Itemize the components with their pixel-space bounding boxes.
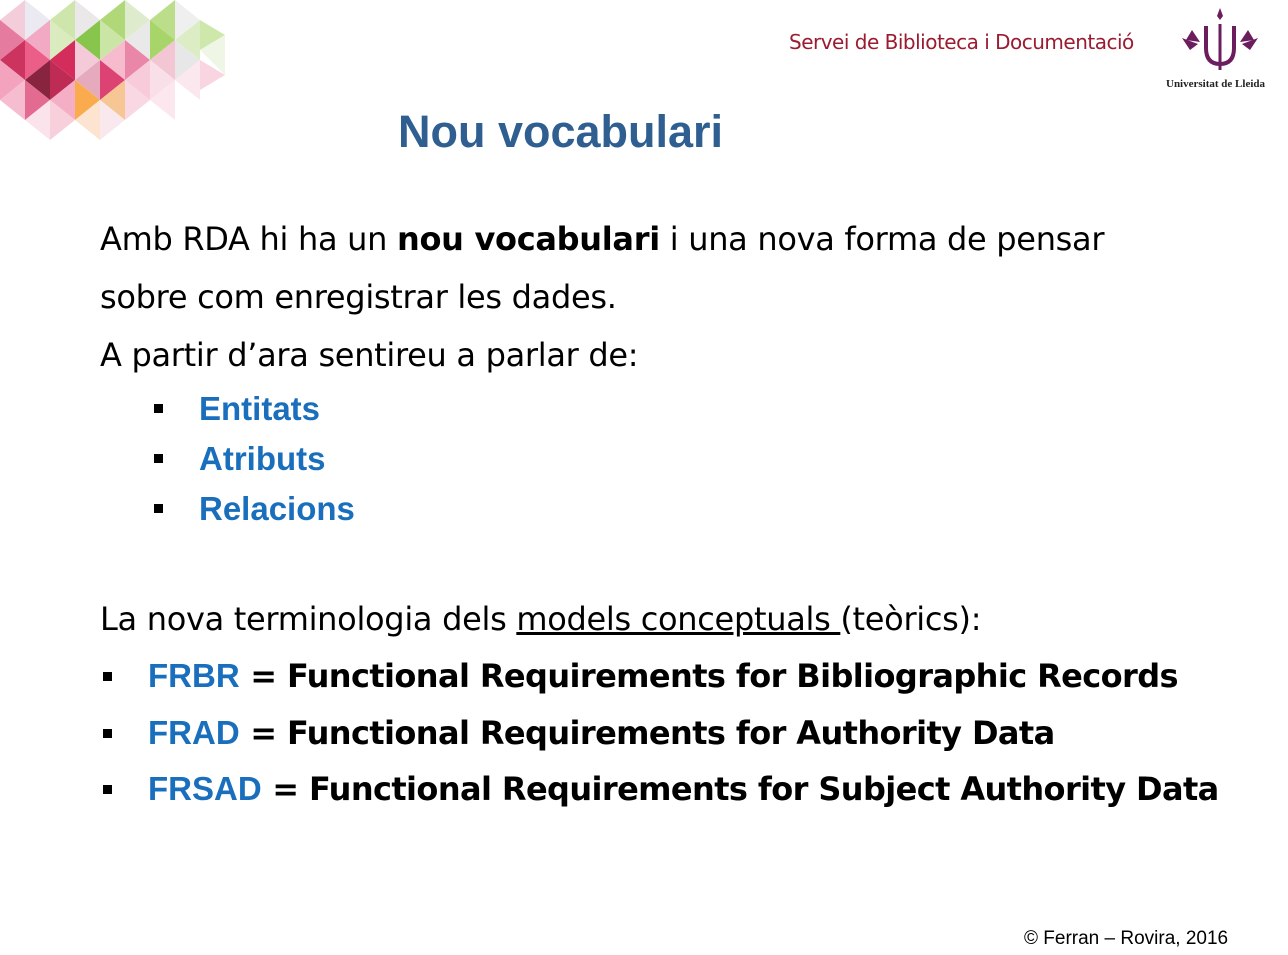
bullet-icon [154,454,163,463]
decorative-triangle-mosaic [0,0,240,140]
university-logo-icon [1176,6,1266,78]
concept-entitats: Entitats [199,390,321,427]
bullet-icon [103,729,112,738]
model-frbr: FRBR = Functional Requirements for Bibliographic Records [148,657,1178,695]
slide-title: Nou vocabulari [398,106,724,157]
bullet-icon [103,672,112,681]
concept-relacions: Relacions [199,490,355,527]
concept-atributs: Atributs [199,440,326,477]
intro-line-2: sobre com enregistrar les dades. [100,278,617,316]
model-frsad: FRSAD = Functional Requirements for Subject Authority Data [148,770,1219,808]
copyright: © Ferran – Rovira, 2016 [1024,928,1229,949]
intro-line-3: A partir d’ara sentireu a parlar de: [100,336,639,374]
university-name: Universitat de Lleida [1166,78,1265,90]
bullet-icon [154,404,163,413]
bullet-icon [103,785,112,794]
service-name: Servei de Biblioteca i Documentació [789,30,1134,54]
intro-line-1: Amb RDA hi ha un nou vocabulari i una nova forma de pensar [100,220,1105,258]
models-intro: La nova terminologia dels models conceptuals (teòrics): [100,600,982,638]
bullet-icon [154,504,163,513]
model-frad: FRAD = Functional Requirements for Authority Data [148,713,1055,752]
